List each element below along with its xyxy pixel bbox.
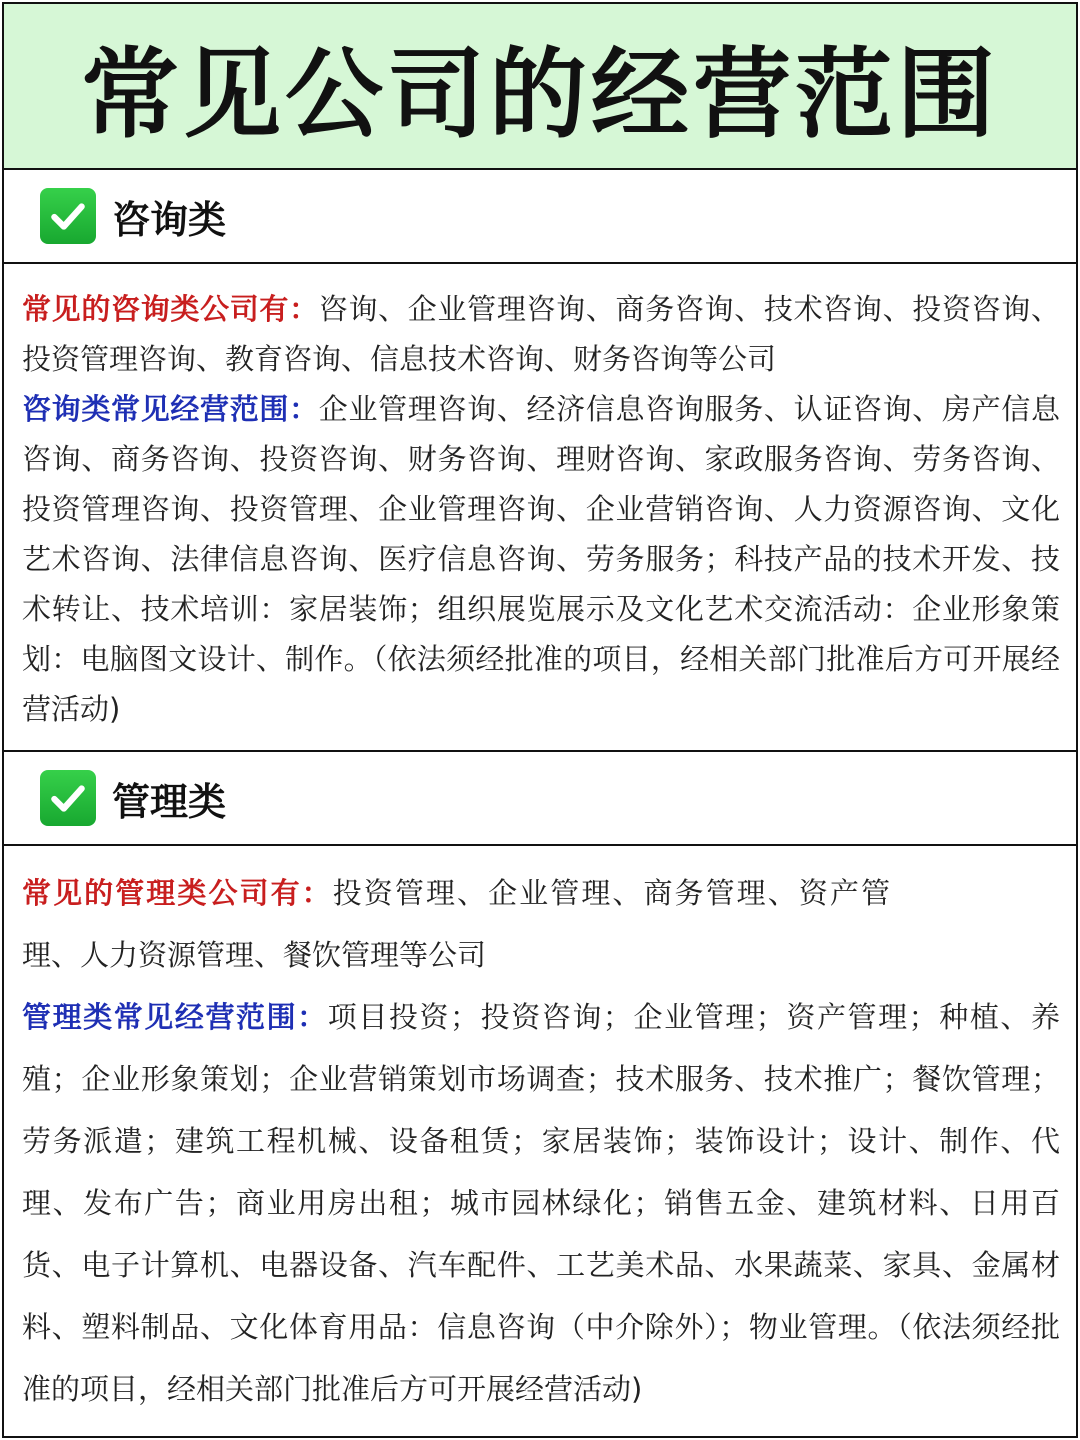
section-header-management	[4, 752, 1076, 846]
companies-label: 常见的管理类公司有：	[22, 876, 333, 910]
companies-text: 投资管理、企业管理、商务管理、资产管理、人力资源管理、餐饮管理等公司	[22, 876, 890, 972]
scope-label: 管理类常见经营范围：	[22, 1000, 328, 1034]
scope-paragraph	[22, 384, 1060, 734]
check-mark-icon	[40, 188, 96, 244]
page-frame	[2, 2, 1078, 1438]
companies-paragraph	[22, 284, 1060, 384]
companies-label: 常见的咨询类公司有：	[22, 292, 319, 326]
scope-label: 咨询类常见经营范围：	[22, 392, 319, 426]
check-mark-icon	[40, 770, 96, 826]
title-banner	[4, 4, 1076, 170]
companies-text: 咨询、企业管理咨询、商务咨询、技术咨询、投资咨询、投资管理咨询、教育咨询、信息技术咨询、财务咨询等公司	[22, 292, 1060, 376]
section-title: 管理类	[112, 779, 227, 824]
section-title: 咨询类	[112, 197, 227, 242]
companies-paragraph	[22, 862, 1060, 986]
section-body-management	[4, 862, 1076, 1420]
scope-paragraph	[22, 986, 1060, 1420]
scope-text: 企业管理咨询、经济信息咨询服务、认证咨询、房产信息咨询、商务咨询、投资咨询、财务咨询、理财咨询、家政服务咨询、劳务咨询、投资管理咨询、投资管理、企业管理咨询、企业营销咨询、人力资源咨询、文化艺术咨询、法律信息咨询、医疗信息咨询、劳务服务；科技产品的技术开发、技术转让、技术培训：家居装饰；组织展览展示及文化艺术交流活动：企业形象策划：电脑图文设计、制作。（依法须经批准的项目，经相关部门批准后方可开展经营活动)	[22, 392, 1060, 726]
section-body-consulting	[4, 284, 1076, 734]
section-header-consulting	[4, 170, 1076, 264]
page-title: 常见公司的经营范围	[80, 37, 999, 152]
scope-text: 项目投资；投资咨询；企业管理；资产管理；种植、养殖；企业形象策划；企业营销策划市场调查；技术服务、技术推广；餐饮管理；劳务派遣；建筑工程机械、设备租赁；家居装饰；装饰设计；设计、制作、代理、发布广告；商业用房出租；城市园林绿化；销售五金、建筑材料、日用百货、电子计算机、电器设备、汽车配件、工艺美术品、水果蔬菜、家具、金属材料、塑料制品、文化体育用品：信息咨询（中介除外）；物业管理。（依法须经批准的项目，经相关部门批准后方可开展经营活动)	[22, 1000, 1060, 1406]
